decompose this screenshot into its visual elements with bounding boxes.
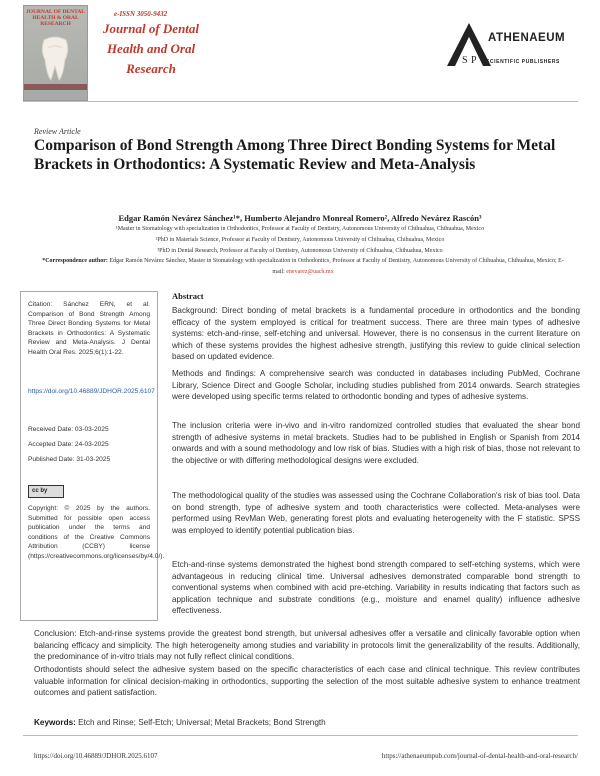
copyright-notice: Copyright: © 2025 by the authors. Submitted for possible open access publication under the terms and conditions of the Creative Commons Attribution (CCBY) license (https://creativecommons.org/licenses/by/4.0/). (28, 505, 165, 560)
journal-cover (23, 5, 88, 101)
citation: Citation: Sánchez ERN, et al. Comparison of Bond Strength Among Three Direct Bonding Systems for Metal Brackets in Orthodontics: A Systematic Review and Meta-Analysis. J Dental Health Oral Res. 2025;6(1):1-22. (28, 301, 150, 356)
issn: e-ISSN 3050-9432 (114, 10, 168, 18)
received-date: Received Date: 03-03-2025 (28, 426, 109, 433)
footer-doi[interactable]: https://doi.org/10.46889/JDHOR.2025.6107 (34, 752, 158, 760)
svg-text:S: S (462, 55, 468, 66)
cc-by-badge[interactable] (28, 485, 64, 498)
affiliation: ³PhD in Dental Research, Professor at Faculty of Dentistry, Autonomous University of Chihuahua, Chihuahua, Mexico (157, 248, 443, 254)
doi-link[interactable]: https://doi.org/10.46889/JDHOR.2025.6107 (28, 388, 155, 395)
published-date: Published Date: 31-03-2025 (28, 456, 111, 463)
keywords (34, 718, 574, 727)
abstract-methods: Methods and findings: A comprehensive search was conducted in databases including PubMed, Cochrane Library, Science Direct and Google Scholar, including studies published from 2014 onwards. Search strategies were developed using specific terms related to orthodontic bonding and types of adhesive systems. (172, 369, 580, 401)
abstract-inclusion: The inclusion criteria were in-vivo and in-vitro randomized controlled studies that evaluated the shear bond strength of adhesive systems in metal brackets. Studies had to be published in English or Spanish from 2014 onwards and with a sound methodology and low risk of bias. Studies with a high risk of bias, those not relevant to the objective or with differing methodological designs were excluded. (172, 421, 580, 465)
correspondence (40, 256, 566, 278)
abstract-conclusion: Conclusion: Etch-and-rinse systems provide the greatest bond strength, but universal adhesives offer a versatile and clinically favorable option when balancing efficacy and simplicity. The high heterogeneity among studies and variability in protocols limit the generalizability of the results. Additionally, the predominance of in-vitro trials may not fully reflect clinical conditions. (34, 629, 580, 661)
journal-title-line: Research (126, 61, 176, 76)
cc-by-label: cc by (32, 488, 48, 494)
publisher-name: ATHENAEUM (488, 32, 566, 44)
article-title: Comparison of Bond Strength Among Three Direct Bonding Systems for Metal Brackets in Orthodontics: A Systematic Review and Meta-Analysis (34, 137, 556, 173)
cover-title: JOURNAL OF DENTAL HEALTH & ORAL RESEARCH (26, 9, 85, 27)
accepted-date: Accepted Date: 24-03-2025 (28, 441, 109, 448)
author-list: Edgar Ramón Nevárez Sánchez¹*, Humberto Alejandro Monreal Romero², Alfredo Nevárez Rascón³ (118, 213, 482, 223)
svg-text:P: P (471, 55, 477, 66)
article-type: Review Article (34, 127, 81, 136)
journal-title-line: Journal of Dental (102, 21, 200, 36)
abstract-results: Etch-and-rinse systems demonstrated the highest bond strength compared to self-etching systems, which were advantageous in reducing clinical time. Universal adhesives demonstrated comparable bond strength to conventional systems when combined with acid pre-etching. Variability in results indicating that factors such as application technique and substrate conditions (e.g., moisture and enamel quality) influence adhesive effectiveness. (172, 560, 580, 615)
abstract-quality: The methodological quality of the studies was assessed using the Cochrane Collaboration's risk of bias tool. Data on bond strength, type of adhesive system and tooth characteristics were collected. Meta-analyses were performed using RevMan Web, generating forest plots and evaluating heterogeneity with the F statistic. SPSS was employed to identify potential publication bias. (172, 491, 580, 535)
journal-title (96, 19, 206, 79)
keywords-text: Etch and Rinse; Self-Etch; Universal; Metal Brackets; Bond Strength (78, 718, 326, 727)
abstract-heading: Abstract (172, 291, 204, 301)
keywords-label: Keywords: (34, 718, 76, 727)
tooth-image (38, 36, 72, 82)
footer-divider (23, 735, 578, 736)
header-divider (23, 101, 578, 102)
correspondence-label: *Correspondence author: (42, 258, 108, 264)
abstract-recommendation: Orthodontists should select the adhesive system based on the specific characteristics of each case and clinical technique. This review contributes valuable information for clinical decision-making in orthodontics, supporting the selection of the most suitable adhesive system to enhance treatment outcomes and patient satisfaction. (34, 665, 580, 697)
publisher-subtitle: SCIENTIFIC PUBLISHERS (486, 59, 560, 65)
abstract-background: Background: Direct bonding of metal brackets is a fundamental procedure in orthodontics and the bonding efficacy of the system employed is critical for treatment success. There are three main types of adhesive systems: etch-and-rinse, self-etching and universal. However, there is no consensus in the current literature on which of these systems provides the highest adhesive strength, justifying this review to guide clinical selection based on updated evidence. (172, 306, 580, 361)
correspondence-email[interactable]: enevarez@uach.mx (286, 269, 334, 275)
journal-title-line: Health and Oral (106, 41, 196, 56)
affiliation: ¹Master in Stomatology with specialization in Orthodontics, Professor at Faculty of Dentistry, Autonomous University of Chihuahua, Chihuahua, Mexico (115, 226, 485, 232)
correspondence-text: Edgar Ramón Nevárez Sánchez, Master in Stomatology with specialization in Orthodontics, Professor at Faculty of Dentistry, Autonomous University of Chihuahua, Chihuahua, Mexico; E-mail: (109, 258, 564, 275)
cover-band (24, 84, 87, 90)
info-sidebar (20, 291, 165, 621)
footer-url[interactable]: https://athenaeumpub.com/journal-of-dental-health-and-oral-research/ (381, 752, 578, 760)
affiliation: ²PhD in Materials Science, Professor at Faculty of Dentistry, Autonomous University of Chihuahua, Chihuahua, Mexico (155, 237, 445, 243)
